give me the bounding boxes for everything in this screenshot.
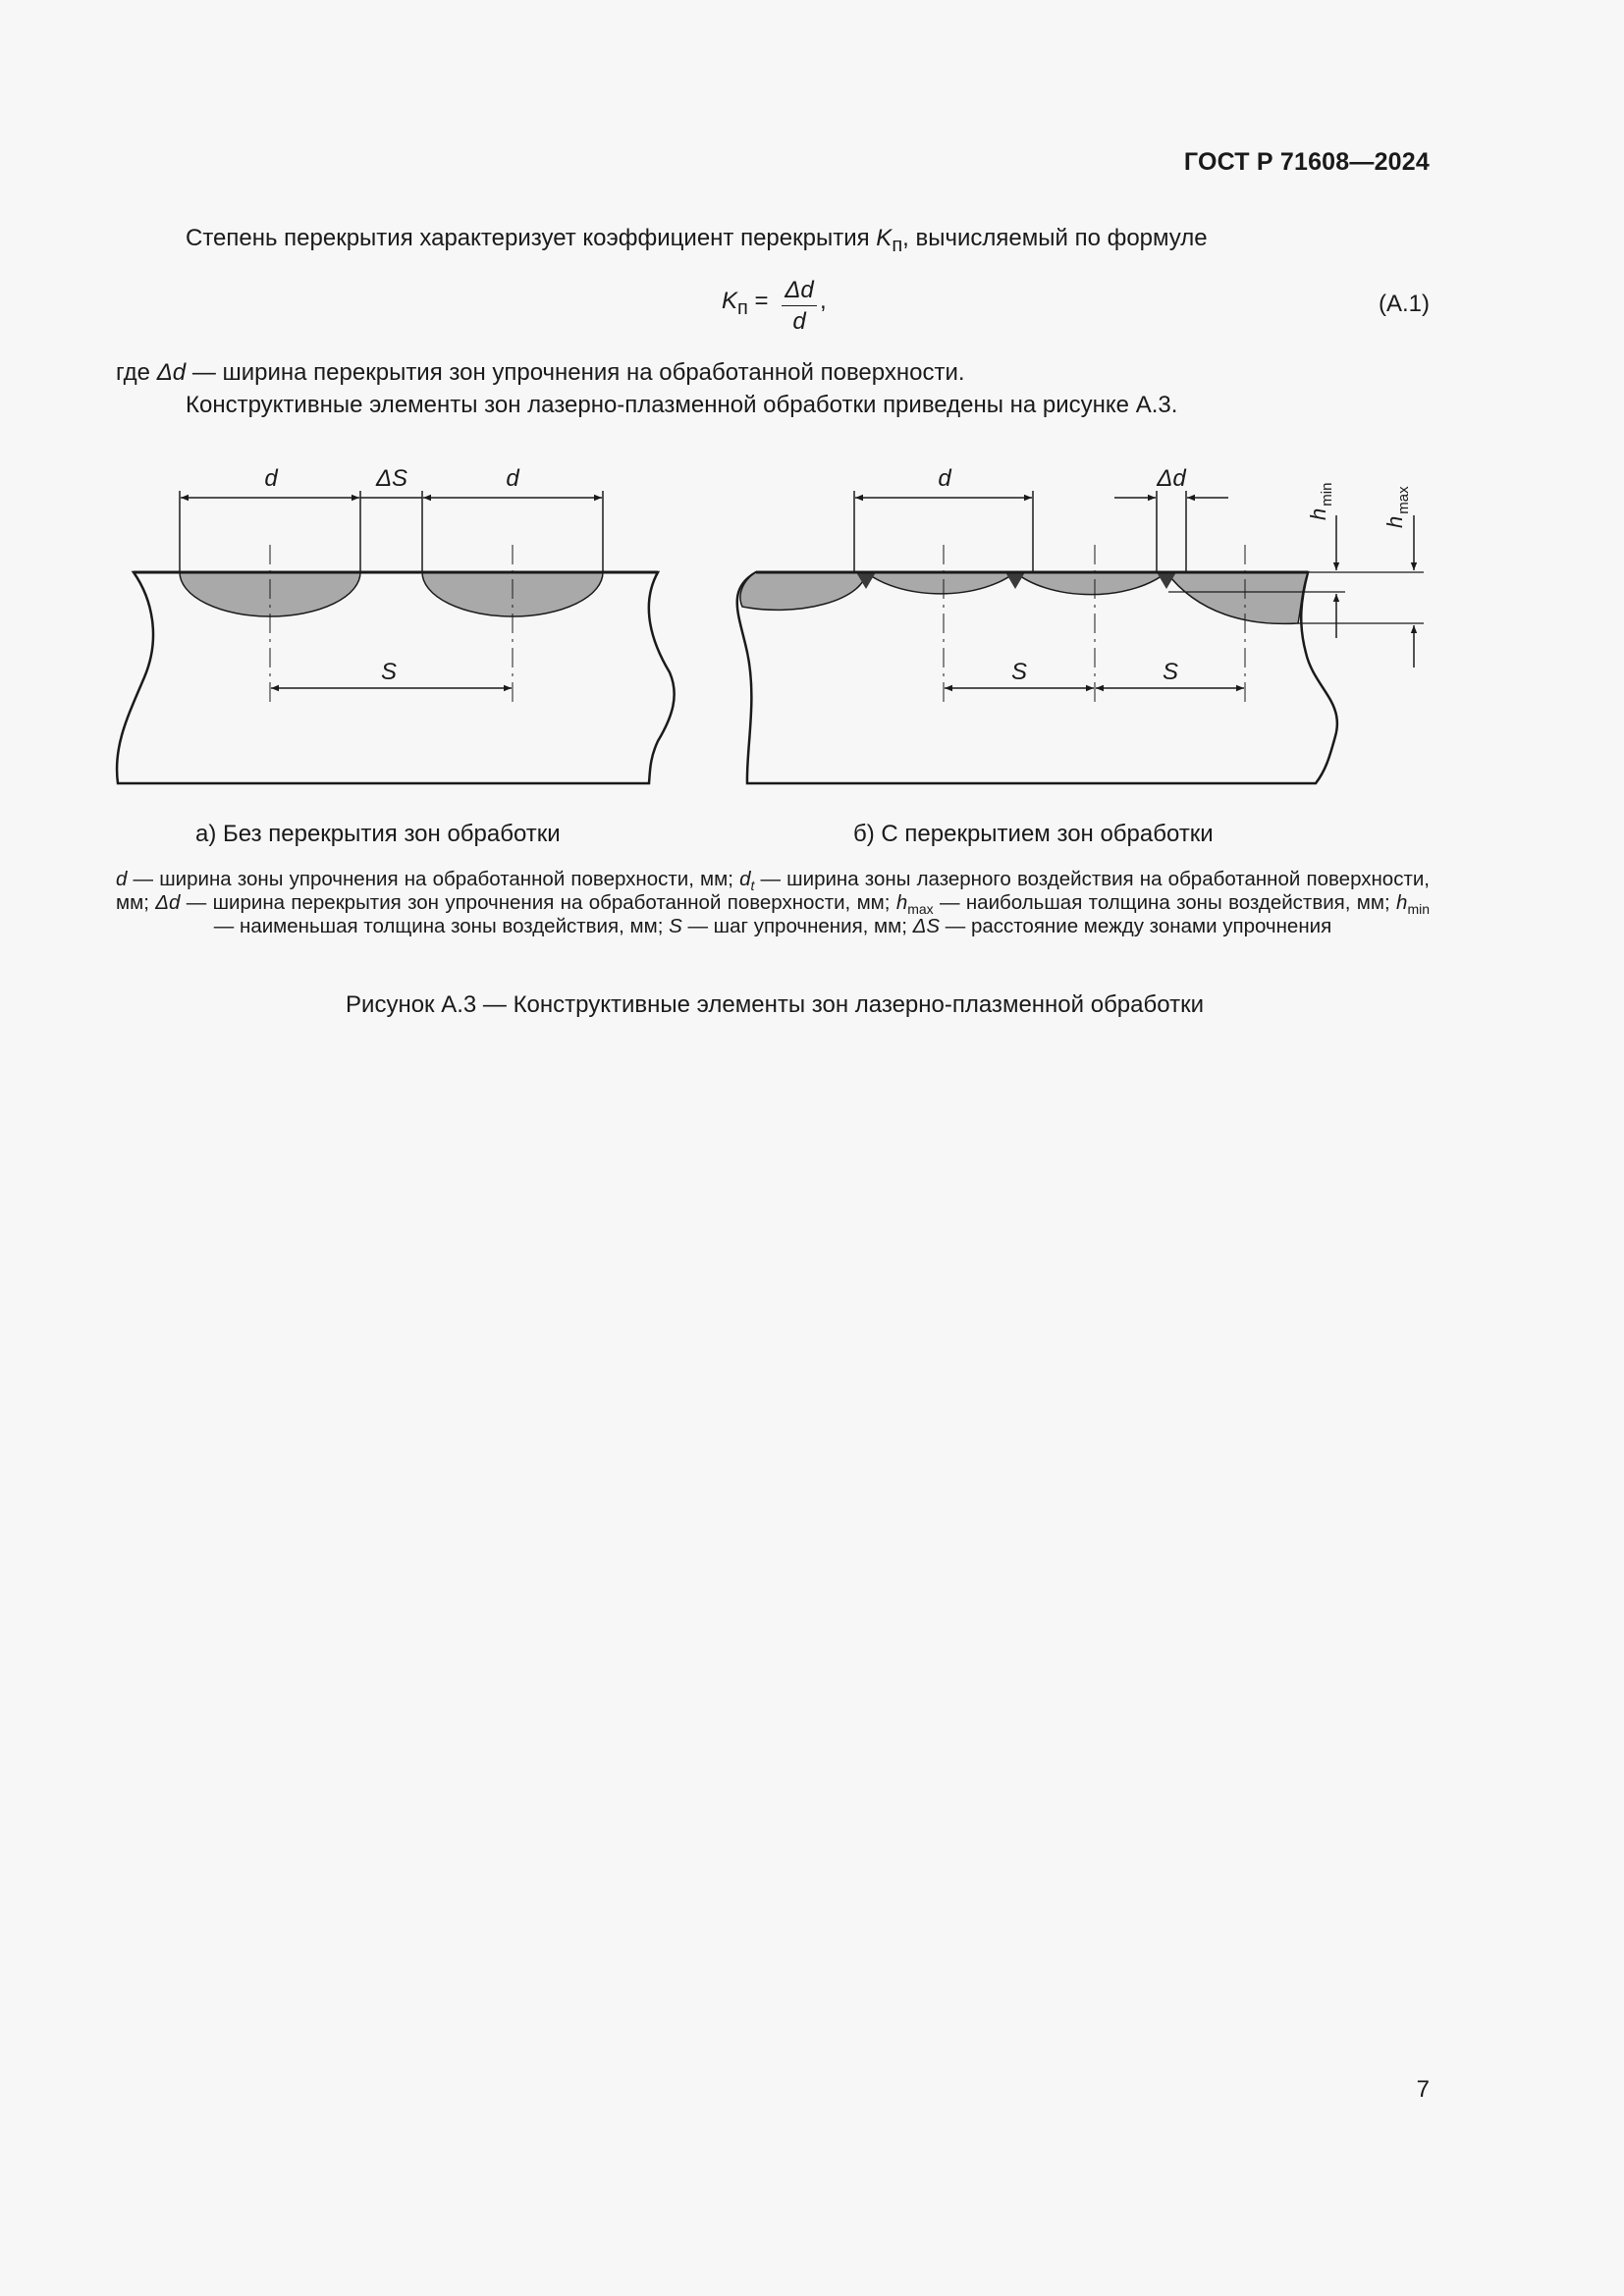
- paragraph-overlap-coefficient: [186, 225, 1208, 257]
- legend-hmin-text: — наименьшая толщина зоны воздействия, мм;: [213, 915, 670, 937]
- label-a-d2: d: [506, 465, 519, 492]
- legend-s-symbol: S: [669, 915, 682, 937]
- caption-a: а) Без перекрытия зон обработки: [195, 821, 561, 847]
- legend-dd-text: — ширина перекрытия зон упрочнения на обработанной поверхности, мм;: [180, 891, 896, 914]
- document-standard-number: ГОСТ Р 71608—2024: [1183, 148, 1430, 176]
- p1-subscript: п: [892, 234, 903, 256]
- formula-numerator: Δd: [785, 277, 814, 303]
- formula-lhs-subscript: п: [737, 296, 748, 319]
- legend-s-text: — шаг упрочнения, мм;: [681, 915, 913, 937]
- paragraph-where: [116, 359, 965, 387]
- diagram-a-without-overlap: [117, 465, 675, 783]
- svg-text:hmax: [1382, 486, 1412, 528]
- p1-tail: , вычисляемый по формуле: [902, 225, 1208, 251]
- label-a-delta-s: ΔS: [375, 465, 408, 492]
- p2-text: — ширина перекрытия зон упрочнения на обработанной поверхности.: [186, 359, 965, 386]
- legend-hmin-symbol: h: [1396, 891, 1408, 914]
- label-hmin-h: h: [1306, 507, 1330, 520]
- hardened-zone-b3: [1166, 572, 1308, 623]
- formula-lhs-symbol: K: [722, 288, 738, 314]
- label-hmin-sub: min: [1319, 482, 1335, 507]
- svg-text:hmin: [1306, 483, 1335, 520]
- legend-hmax-symbol: h: [895, 891, 908, 914]
- label-b-delta-d: Δd: [1157, 465, 1186, 492]
- p1-symbol: K: [876, 225, 893, 251]
- paragraph-figure-reference: Конструктивные элементы зон лазерно-плазменной обработки приведены на рисунке А.3.: [186, 392, 1178, 418]
- page-number: 7: [1416, 2076, 1430, 2103]
- figure-a3-diagram: [108, 452, 1443, 805]
- label-a-s: S: [380, 659, 398, 685]
- legend-dt-text: — ширина зоны лазерного воздействия на обработанной поверхности, мм;: [116, 868, 1430, 914]
- figure-title: Рисунок А.3 — Конструктивные элементы зон лазерно-плазменной обработки: [346, 991, 1204, 1018]
- legend-ds-symbol: ΔS: [912, 915, 941, 937]
- overlap-zone-2: [1005, 572, 1025, 589]
- formula-fraction: [781, 276, 818, 338]
- formula-lhs: [722, 288, 769, 320]
- legend-ds-text: — расстояние между зонами упрочнения: [940, 915, 1332, 937]
- label-b-d: d: [938, 465, 951, 492]
- legend-d-symbol: d: [116, 868, 128, 890]
- caption-b: б) С перекрытием зон обработки: [853, 821, 1214, 847]
- legend-hmax-sub: max: [907, 901, 934, 918]
- label-b-hmin: [1306, 483, 1335, 520]
- legend-d-text: — ширина зоны упрочнения на обработанной поверхности, мм;: [127, 868, 740, 890]
- legend-hmin-sub: min: [1407, 901, 1430, 918]
- formula-denominator: d: [792, 308, 806, 335]
- equation-number: (А.1): [1378, 291, 1430, 317]
- p2-prefix: где: [116, 359, 157, 386]
- label-b-s2: S: [1162, 659, 1179, 685]
- label-hmax-sub: max: [1395, 486, 1412, 514]
- formula-equals: =: [747, 288, 769, 314]
- label-b-s1: S: [1010, 659, 1028, 685]
- legend-dd-symbol: Δd: [155, 891, 181, 914]
- hardened-zone-b2: [1015, 572, 1166, 595]
- legend-dt-symbol: d: [739, 868, 751, 890]
- label-hmax-h: h: [1382, 515, 1407, 528]
- legend-dt-sub: t: [750, 878, 755, 894]
- legend-hmax-text: — наибольшая толщина зоны воздействия, мм;: [933, 891, 1397, 914]
- formula-comma: ,: [820, 288, 827, 314]
- diagram-b-with-overlap: [737, 465, 1424, 783]
- p2-symbol: Δd: [156, 359, 187, 386]
- figure-legend: [116, 868, 1430, 938]
- hardened-zone-b0: [740, 572, 866, 610]
- label-b-hmax: [1382, 486, 1412, 528]
- hardened-zone-b1: [866, 572, 1015, 594]
- label-a-d1: d: [264, 465, 278, 492]
- p1-text: Степень перекрытия характеризует коэффициент перекрытия: [186, 225, 877, 251]
